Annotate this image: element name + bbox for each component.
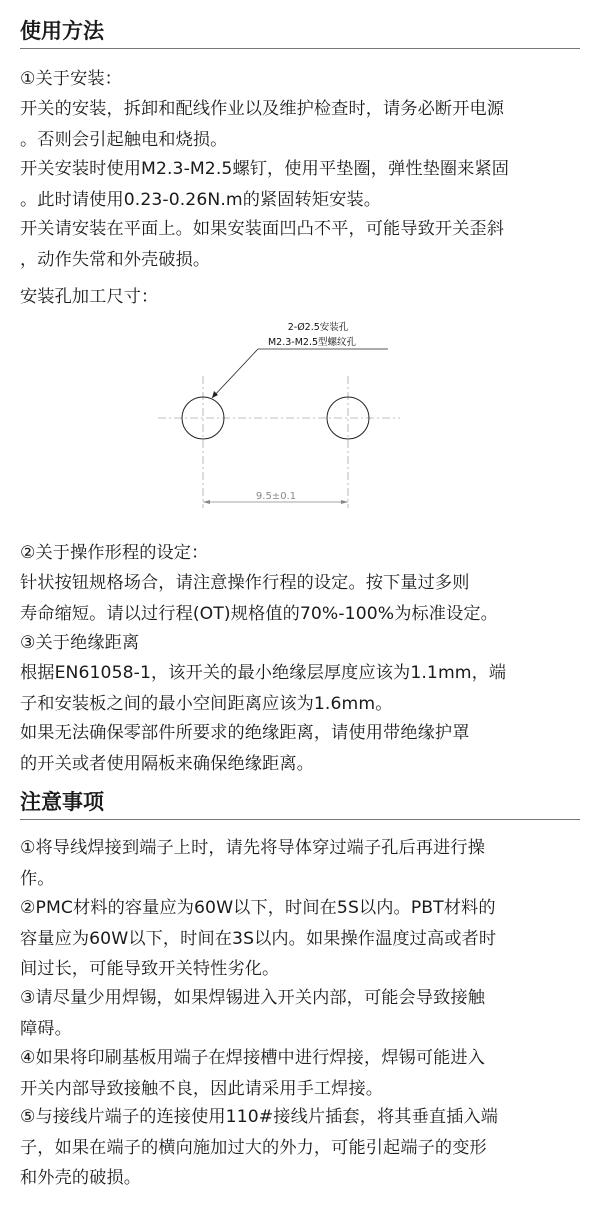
text-line: 作。: [20, 868, 55, 889]
text-line: 开关的安装，拆卸和配线作业以及维护检查时，请务必断开电源: [20, 99, 505, 119]
text-line: 间过长，可能导致开关特性劣化。: [20, 959, 280, 979]
text-line: 障碍。: [20, 1018, 72, 1039]
text-line: 开关请安装在平面上。如果安装面凹凸不平，可能导致开关歪斜: [20, 219, 505, 239]
dimension-arrow-right: [341, 500, 348, 504]
text-line: 和外壳的破损。: [20, 1168, 142, 1188]
text-line: 容量应为60W以下，时间在3S以内。如果操作温度过高或者时: [20, 928, 497, 949]
section-title-notes: 注意事项: [20, 787, 580, 820]
text-line: 针状按钮规格场合，请注意操作行程的设定。按下量过多则: [20, 573, 470, 593]
dimension-arrow-left: [203, 500, 210, 504]
text-line: 如果无法确保零部件所要求的绝缘距离，请使用带绝缘护罩: [20, 723, 470, 743]
install-paragraph-1: [20, 94, 582, 155]
text-line: 开关安装时使用M2.3-M2.5螺钉，使用平垫圈，弹性垫圈来紧固: [20, 159, 510, 179]
text-line: 寿命缩短。请以过行程(OT)规格值的70%-100%为标准设定。: [20, 603, 498, 624]
note-1: [20, 833, 582, 894]
note-3: [20, 983, 582, 1044]
insulation-heading: ③关于绝缘距离: [20, 633, 140, 653]
section-title-usage: 使用方法: [20, 16, 580, 49]
text-line: ⑤与接线片端子的连接使用110#接线片插套，将其垂直插入端: [20, 1107, 499, 1127]
install-heading: ①关于安装：: [20, 69, 122, 89]
text-line: 。此时请使用0.23-0.26N.m的紧固转矩安装。: [20, 189, 382, 210]
leader-line: [212, 349, 258, 398]
stroke-heading: ②关于操作形程的设定：: [20, 543, 209, 563]
text-line: 开关内部导致接触不良，因此请采用手工焊接。: [20, 1078, 384, 1099]
text-line: 根据EN61058-1，该开关的最小绝缘层厚度应该为1.1mm，端: [20, 663, 507, 683]
note-4: [20, 1043, 582, 1104]
text-line: ①将导线焊接到端子上时，请先将导体穿过端子孔后再进行操: [20, 838, 485, 858]
mounting-hole-diagram: [0, 318, 600, 518]
dimension-value: 9.5±0.1: [255, 491, 297, 502]
note-5: [20, 1102, 582, 1194]
text-line: 的开关或者使用隔板来确保绝缘距离。: [20, 753, 314, 774]
text-line: ③请尽量少用焊锡，如果焊锡进入开关内部，可能会导致接触: [20, 988, 485, 1008]
stroke-paragraph: [20, 568, 582, 629]
note-2: [20, 893, 582, 985]
hole-dimension-caption: 安装孔加工尺寸：: [20, 287, 159, 307]
hole-label: 2-Ø2.5安装孔: [287, 322, 349, 333]
text-line: ④如果将印刷基板用端子在焊接槽中进行焊接，焊锡可能进入: [20, 1048, 485, 1068]
text-line: 子，如果在端子的横向施加过大的外力，可能引起端子的变形: [20, 1137, 487, 1158]
text-line: 子和安装板之间的最小空间距离应该为1.6mm。: [20, 693, 393, 714]
thread-label: M2.3-M2.5型螺纹孔: [267, 337, 357, 348]
insulation-paragraph-2: [20, 718, 582, 779]
text-line: 。否则会引起触电和烧损。: [20, 129, 228, 150]
text-line: ，动作失常和外壳破损。: [20, 249, 211, 270]
insulation-paragraph-1: [20, 658, 582, 719]
install-paragraph-3: [20, 214, 582, 275]
install-paragraph-2: [20, 154, 582, 215]
text-line: ②PMC材料的容量应为60W以下，时间在5S以内。PBT材料的: [20, 898, 496, 918]
